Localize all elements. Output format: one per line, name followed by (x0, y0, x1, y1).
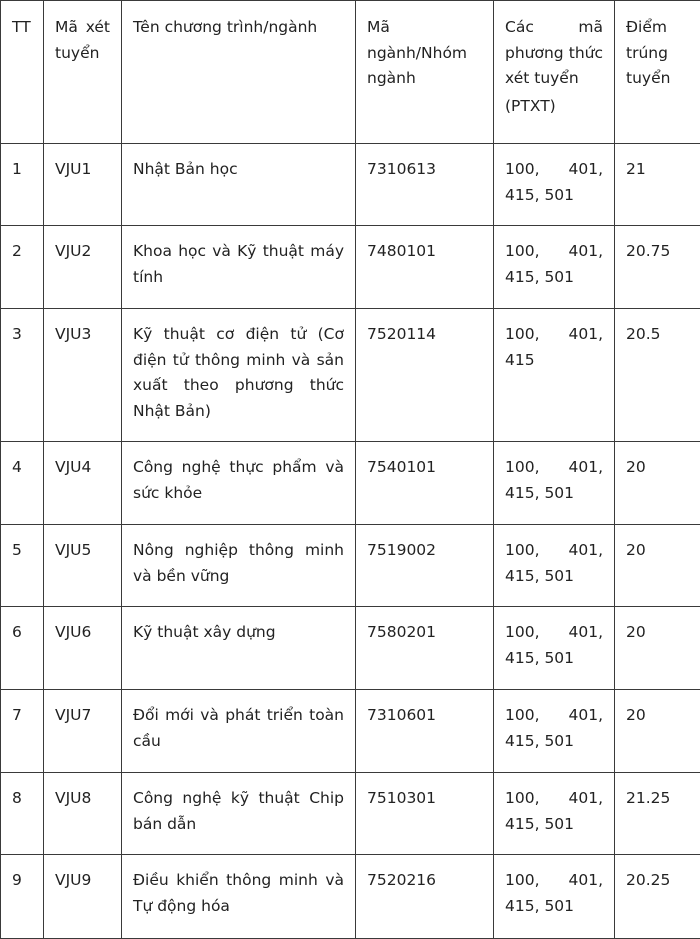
cell-ten-chuong-trinh: Công nghệ kỹ thuật Chip bán dẫn (122, 773, 356, 855)
header-ma-xet-tuyen: Mã xét tuyển (44, 1, 122, 144)
cell-diem: 20.75 (615, 226, 700, 309)
table-row (1, 855, 700, 939)
table-row (1, 144, 700, 226)
cell-ptxt: 100, 401, 415 (494, 309, 615, 442)
cell-diem: 21.25 (615, 773, 700, 855)
cell-diem: 20 (615, 442, 700, 525)
cell-tt: 2 (1, 226, 44, 309)
cell-tt: 3 (1, 309, 44, 442)
table-row (1, 226, 700, 309)
cell-ma-nganh: 7310613 (356, 144, 494, 226)
cell-ma-xet-tuyen: VJU6 (44, 607, 122, 690)
cell-ten-chuong-trinh: Kỹ thuật xây dựng (122, 607, 356, 690)
cell-ptxt: 100, 401, 415, 501 (494, 690, 615, 773)
header-diem-trung-tuyen: Điểm trúng tuyển (615, 1, 700, 144)
cell-ma-nganh: 7510301 (356, 773, 494, 855)
table-row (1, 773, 700, 855)
cell-diem: 20.25 (615, 855, 700, 939)
header-ptxt-abbr: (PTXT) (505, 94, 603, 120)
cell-ma-xet-tuyen: VJU4 (44, 442, 122, 525)
table-row (1, 690, 700, 773)
cell-ma-xet-tuyen: VJU9 (44, 855, 122, 939)
cell-ma-xet-tuyen: VJU7 (44, 690, 122, 773)
cell-ma-xet-tuyen: VJU3 (44, 309, 122, 442)
cell-ma-nganh: 7480101 (356, 226, 494, 309)
cell-ptxt: 100, 401, 415, 501 (494, 442, 615, 525)
table-row (1, 309, 700, 442)
table-header-row (1, 1, 700, 144)
cell-ma-nganh: 7540101 (356, 442, 494, 525)
cell-ptxt: 100, 401, 415, 501 (494, 773, 615, 855)
cell-diem: 20.5 (615, 309, 700, 442)
header-cac-ma-ptxt (494, 1, 615, 144)
cell-tt: 7 (1, 690, 44, 773)
table-row (1, 442, 700, 525)
cell-ma-nganh: 7310601 (356, 690, 494, 773)
cell-ma-xet-tuyen: VJU8 (44, 773, 122, 855)
cell-ten-chuong-trinh: Khoa học và Kỹ thuật máy tính (122, 226, 356, 309)
cell-diem: 20 (615, 525, 700, 607)
cell-ma-nganh: 7520216 (356, 855, 494, 939)
cell-tt: 6 (1, 607, 44, 690)
cell-ma-nganh: 7520114 (356, 309, 494, 442)
cell-ten-chuong-trinh: Công nghệ thực phẩm và sức khỏe (122, 442, 356, 525)
cell-ma-nganh: 7519002 (356, 525, 494, 607)
header-tt: TT (1, 1, 44, 144)
table-row (1, 607, 700, 690)
cell-ten-chuong-trinh: Kỹ thuật cơ điện tử (Cơ điện tử thông minh và sản xuất theo phương thức Nhật Bản) (122, 309, 356, 442)
cell-ptxt: 100, 401, 415, 501 (494, 525, 615, 607)
cell-ptxt: 100, 401, 415, 501 (494, 144, 615, 226)
cell-ptxt: 100, 401, 415, 501 (494, 607, 615, 690)
cell-ten-chuong-trinh: Đổi mới và phát triển toàn cầu (122, 690, 356, 773)
cell-tt: 5 (1, 525, 44, 607)
header-cac-ma-ptxt-label: Các mã phương thức xét tuyển (505, 18, 603, 87)
cell-tt: 4 (1, 442, 44, 525)
cell-ten-chuong-trinh: Nông nghiệp thông minh và bền vững (122, 525, 356, 607)
cell-ma-xet-tuyen: VJU2 (44, 226, 122, 309)
cell-diem: 20 (615, 607, 700, 690)
cell-ten-chuong-trinh: Nhật Bản học (122, 144, 356, 226)
cell-tt: 1 (1, 144, 44, 226)
cell-tt: 8 (1, 773, 44, 855)
cell-ma-xet-tuyen: VJU5 (44, 525, 122, 607)
cell-tt: 9 (1, 855, 44, 939)
header-ten-chuong-trinh: Tên chương trình/ngành (122, 1, 356, 144)
header-ma-nganh: Mã ngành/Nhóm ngành (356, 1, 494, 144)
cell-ma-xet-tuyen: VJU1 (44, 144, 122, 226)
cell-ma-nganh: 7580201 (356, 607, 494, 690)
cell-ptxt: 100, 401, 415, 501 (494, 855, 615, 939)
cell-diem: 21 (615, 144, 700, 226)
cell-diem: 20 (615, 690, 700, 773)
cell-ptxt: 100, 401, 415, 501 (494, 226, 615, 309)
table-row (1, 525, 700, 607)
cell-ten-chuong-trinh: Điều khiển thông minh và Tự động hóa (122, 855, 356, 939)
